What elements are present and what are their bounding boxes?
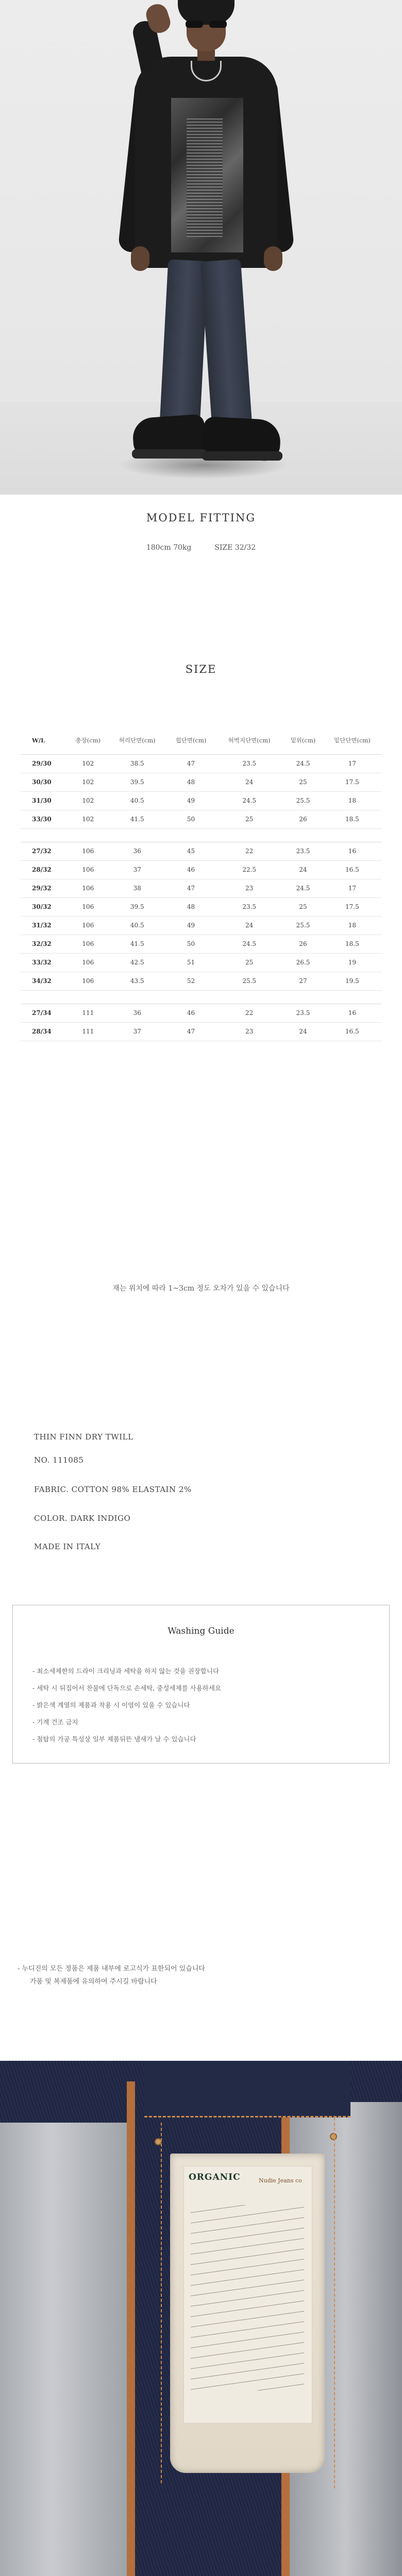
product-color: COLOR. DARK INDIGO — [34, 1514, 131, 1523]
pocket-label-brand: ORGANIC — [189, 2172, 241, 2182]
cell-length: 102 — [68, 791, 108, 810]
cell-length: 106 — [68, 897, 108, 916]
pocket-bag — [170, 2154, 325, 2473]
table-row — [21, 791, 381, 810]
cell-waist: 39.5 — [108, 773, 166, 791]
cell-thigh: 23.5 — [215, 897, 283, 916]
size-title: SIZE — [185, 663, 217, 675]
divider-cell — [68, 990, 108, 1004]
cell-hem: 19.5 — [323, 972, 381, 990]
pocket-label-logo: Nudie Jeans co — [259, 2177, 302, 2184]
cell-hip: 45 — [166, 842, 215, 860]
table-group-divider — [21, 990, 381, 1004]
cell-wl: 29/32 — [21, 879, 68, 897]
table-row — [21, 972, 381, 990]
divider-cell — [21, 990, 68, 1004]
cell-length: 111 — [68, 1004, 108, 1022]
table-row — [21, 860, 381, 879]
cell-hip: 46 — [166, 1004, 215, 1022]
table-row — [21, 1022, 381, 1041]
washing-guide-list — [32, 1666, 221, 1751]
model-fitting-info — [0, 544, 402, 552]
cell-hip: 50 — [166, 935, 215, 953]
cell-waist: 38 — [108, 879, 166, 897]
cell-length: 106 — [68, 953, 108, 972]
cell-waist: 41.5 — [108, 810, 166, 828]
sweater-print — [171, 98, 243, 252]
table-row — [21, 842, 381, 860]
table-row — [21, 754, 381, 773]
table-row — [21, 1004, 381, 1022]
cell-thigh: 24.5 — [215, 935, 283, 953]
model-fitting-title: MODEL FITTING — [146, 512, 256, 524]
stitch-line — [334, 2117, 335, 2488]
divider-cell — [108, 990, 166, 1004]
cell-hip: 47 — [166, 754, 215, 773]
cell-thigh: 23 — [215, 879, 283, 897]
cell-wl: 32/32 — [21, 935, 68, 953]
cell-hem: 18 — [323, 916, 381, 935]
cell-wl: 27/34 — [21, 1004, 68, 1022]
cell-rise: 24 — [283, 1022, 323, 1041]
divider-cell — [323, 990, 381, 1004]
divider-cell — [68, 828, 108, 842]
divider-cell — [166, 828, 215, 842]
cell-waist: 39.5 — [108, 897, 166, 916]
cell-waist: 43.5 — [108, 972, 166, 990]
table-row — [21, 810, 381, 828]
cell-rise: 23.5 — [283, 1004, 323, 1022]
cell-wl: 28/32 — [21, 860, 68, 879]
cell-hip: 50 — [166, 810, 215, 828]
cell-hem: 16.5 — [323, 1022, 381, 1041]
cell-waist: 40.5 — [108, 916, 166, 935]
cell-hip: 48 — [166, 773, 215, 791]
cell-length: 102 — [68, 754, 108, 773]
cell-rise: 26 — [283, 935, 323, 953]
cell-hem: 18.5 — [323, 810, 381, 828]
divider-cell — [215, 828, 283, 842]
divider-cell — [283, 828, 323, 842]
cell-length: 106 — [68, 879, 108, 897]
table-row — [21, 916, 381, 935]
divider-cell — [283, 990, 323, 1004]
cell-thigh: 25 — [215, 810, 283, 828]
divider-cell — [21, 828, 68, 842]
model-size: SIZE 32/32 — [214, 544, 256, 552]
cell-thigh: 22 — [215, 842, 283, 860]
cell-hem: 19 — [323, 953, 381, 972]
cell-hem: 16.5 — [323, 860, 381, 879]
cell-wl: 33/32 — [21, 953, 68, 972]
cell-hem: 18.5 — [323, 935, 381, 953]
cell-rise: 26 — [283, 810, 323, 828]
washing-guide-title: Washing Guide — [167, 1626, 234, 1636]
cell-wl: 33/30 — [21, 810, 68, 828]
cell-rise: 24 — [283, 860, 323, 879]
cell-rise: 27 — [283, 972, 323, 990]
washing-item: - 세탁 시 뒤집어서 찬물에 단독으로 손세탁, 중성세제를 사용하세요 — [32, 1684, 222, 1692]
selvedge-seam-left — [127, 2081, 135, 2576]
cell-rise: 24.5 — [283, 754, 323, 773]
header-waist: 허리단면(cm) — [108, 726, 166, 754]
size-table-header — [21, 726, 381, 754]
cell-hip: 48 — [166, 897, 215, 916]
model-right-leg-jeans — [200, 259, 252, 427]
cell-hem: 18 — [323, 791, 381, 810]
product-name: THIN FINN DRY TWILL — [34, 1432, 133, 1442]
model-photo — [0, 0, 402, 495]
stitch-line — [161, 2123, 162, 2483]
cell-wl: 34/32 — [21, 972, 68, 990]
cell-waist: 36 — [108, 842, 166, 860]
model-left-hand — [131, 246, 149, 271]
washing-item: - 첨탑의 가공 특성상 일부 제품뒤뜬 냄새가 날 수 있습니다 — [32, 1735, 196, 1743]
cell-thigh: 22 — [215, 1004, 283, 1022]
washing-item: - 최소세제한의 드라이 크리닝과 세탁을 하지 않는 것을 권장합니다 — [32, 1667, 220, 1675]
left-boot-sole — [132, 449, 207, 459]
cell-waist: 36 — [108, 1004, 166, 1022]
header-rise: 밑위(cm) — [283, 726, 323, 754]
cell-thigh: 24 — [215, 916, 283, 935]
cell-rise: 25 — [283, 773, 323, 791]
divider-cell — [215, 990, 283, 1004]
table-group-divider — [21, 828, 381, 842]
cell-hip: 49 — [166, 916, 215, 935]
product-number: NO. 111085 — [34, 1455, 84, 1465]
cell-wl: 30/32 — [21, 897, 68, 916]
size-table-body — [21, 754, 381, 1041]
cell-thigh: 23 — [215, 1022, 283, 1041]
cell-thigh: 25.5 — [215, 972, 283, 990]
cell-hem: 17.5 — [323, 897, 381, 916]
pocket-label-handwriting — [191, 2205, 304, 2391]
cell-rise: 24.5 — [283, 879, 323, 897]
model-left-leg-jeans — [160, 259, 209, 426]
cell-hem: 17 — [323, 754, 381, 773]
table-row — [21, 953, 381, 972]
cell-length: 106 — [68, 916, 108, 935]
cell-hip: 46 — [166, 860, 215, 879]
cell-length: 106 — [68, 935, 108, 953]
cell-waist: 38.5 — [108, 754, 166, 773]
pocket-detail-photo — [0, 2061, 402, 2576]
measurement-note: 재는 위치에 따라 1~3cm 정도 오차가 있을 수 있습니다 — [112, 1284, 290, 1293]
cell-wl: 29/30 — [21, 754, 68, 773]
cell-length: 106 — [68, 860, 108, 879]
cell-waist: 37 — [108, 860, 166, 879]
washing-item: - 기계 건조 금지 — [32, 1718, 78, 1726]
cell-hip: 49 — [166, 791, 215, 810]
divider-cell — [166, 990, 215, 1004]
cell-hem: 16 — [323, 1004, 381, 1022]
authenticity-note-line1: - 누디진의 모든 정품은 제품 내부에 로고식가 표한되어 있습니다 — [18, 1965, 205, 1973]
cell-length: 106 — [68, 842, 108, 860]
cell-thigh: 24 — [215, 773, 283, 791]
cell-waist: 41.5 — [108, 935, 166, 953]
table-row — [21, 773, 381, 791]
cell-rise: 25.5 — [283, 916, 323, 935]
cell-hip: 52 — [166, 972, 215, 990]
cell-waist: 42.5 — [108, 953, 166, 972]
cell-hem: 16 — [323, 842, 381, 860]
authenticity-note-line2: 가품 및 복제품에 유의하여 주시길 바랍니다 — [30, 1978, 157, 1986]
header-thigh: 허벅지단면(cm) — [215, 726, 283, 754]
cell-length: 102 — [68, 810, 108, 828]
table-row — [21, 935, 381, 953]
cell-waist: 37 — [108, 1022, 166, 1041]
cell-thigh: 25 — [215, 953, 283, 972]
cell-thigh: 23.5 — [215, 754, 283, 773]
cell-length: 102 — [68, 773, 108, 791]
waistband — [144, 2061, 350, 2117]
cell-length: 106 — [68, 972, 108, 990]
header-wl: W/L — [21, 726, 68, 754]
cell-hip: 47 — [166, 1022, 215, 1041]
cell-wl: 31/32 — [21, 916, 68, 935]
washing-item: - 밝은색 계열의 제품과 착용 시 이염이 있을 수 있습니다 — [32, 1701, 190, 1709]
cell-rise: 23.5 — [283, 842, 323, 860]
divider-cell — [108, 828, 166, 842]
header-hip: 힙단면(cm) — [166, 726, 215, 754]
cell-wl: 31/30 — [21, 791, 68, 810]
cell-wl: 27/32 — [21, 842, 68, 860]
table-row — [21, 897, 381, 916]
cell-length: 111 — [68, 1022, 108, 1041]
cell-waist: 40.5 — [108, 791, 166, 810]
cell-hem: 17.5 — [323, 773, 381, 791]
cell-thigh: 22.5 — [215, 860, 283, 879]
model-sunglasses — [186, 21, 227, 29]
header-hem: 밑단단면(cm) — [323, 726, 381, 754]
cell-rise: 25.5 — [283, 791, 323, 810]
model-height-weight: 180cm 70kg — [146, 544, 192, 552]
denim-inner-left — [0, 2123, 129, 2576]
cell-rise: 25 — [283, 897, 323, 916]
right-boot-sole — [202, 451, 282, 461]
product-fabric: FABRIC. COTTON 98% ELASTAIN 2% — [34, 1485, 192, 1494]
cell-wl: 28/34 — [21, 1022, 68, 1041]
cell-rise: 26.5 — [283, 953, 323, 972]
cell-wl: 30/30 — [21, 773, 68, 791]
header-length: 총장(cm) — [68, 726, 108, 754]
model-right-hand — [264, 246, 282, 271]
rivet-icon — [330, 2133, 337, 2140]
product-origin: MADE IN ITALY — [34, 1542, 101, 1551]
washing-guide-box — [12, 1605, 390, 1764]
size-table — [21, 726, 381, 1041]
table-row — [21, 879, 381, 897]
cell-thigh: 24.5 — [215, 791, 283, 810]
cell-hip: 47 — [166, 879, 215, 897]
cell-hip: 51 — [166, 953, 215, 972]
cell-hem: 17 — [323, 879, 381, 897]
divider-cell — [323, 828, 381, 842]
